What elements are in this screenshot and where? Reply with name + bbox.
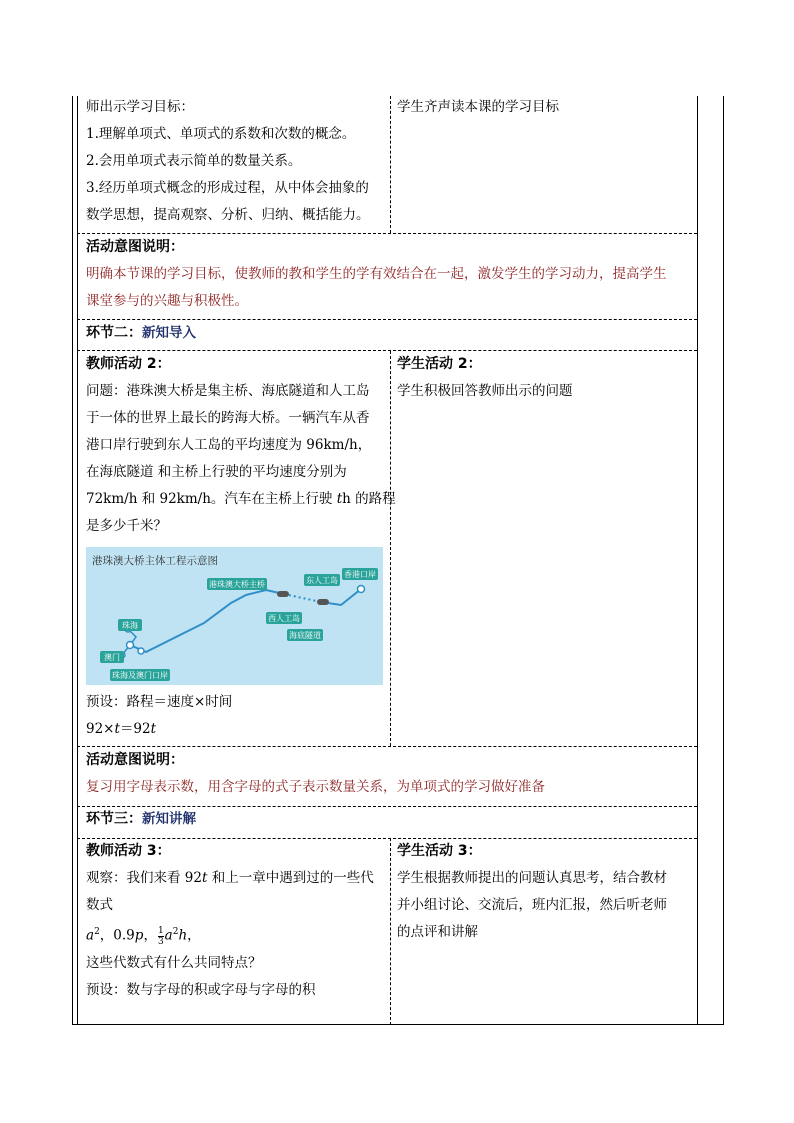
question-line: 在海底隧道 和主桥上行驶的平均速度分别为 (86, 464, 347, 480)
var-a: a (86, 927, 95, 944)
intent-1-line-1: 明确本节课的学习目标，使教师的教和学生的学有效结合在一起，激发学生的学习动力，提高学生 (86, 266, 667, 282)
exponent: 2 (94, 927, 100, 937)
student-activity-3-cell (397, 838, 693, 946)
column-divider-2 (390, 351, 391, 746)
student-activity-2-cell (397, 351, 573, 405)
map-title: 港珠澳大桥主体工程示意图 (92, 555, 218, 567)
formula-part: ＝92 (119, 721, 151, 737)
fraction-denominator: 3 (157, 936, 164, 947)
student-read-cell (397, 94, 559, 121)
formula-2 (86, 716, 386, 743)
var-t: t (336, 491, 343, 507)
preset-2-text: 预设：路程＝速度×时间 (86, 694, 233, 710)
observe-line (86, 865, 386, 892)
table-bottom-border (72, 1024, 723, 1025)
table-inner-left-border (77, 96, 78, 1025)
section-3-title: 新知讲解 (142, 811, 196, 827)
hk-port-marker (358, 586, 365, 593)
observe-line-2: 数式 (86, 897, 113, 913)
intent-1-cell (86, 234, 692, 315)
formula-part: 92× (86, 721, 115, 737)
junction-marker (138, 648, 144, 654)
main-bridge-label: 港珠澳大桥主桥 (209, 580, 265, 589)
preset-2-cell (86, 689, 386, 743)
fraction-numerator: 1 (157, 925, 164, 936)
exponent: 2 (172, 927, 179, 937)
var-t: t (201, 870, 208, 886)
east-island-marker (317, 599, 329, 605)
teacher-activity-3-cell (86, 838, 386, 1004)
student-activity-3-heading: 学生活动 3： (397, 843, 482, 859)
teacher-activity-2-heading: 教师活动 2： (86, 356, 171, 372)
observe-text: 观察：我们来看 92 (86, 870, 202, 886)
teacher-activity-2-cell (86, 351, 396, 540)
hzmb-map-figure (86, 547, 383, 685)
fraction (158, 926, 164, 947)
question-text: 72km/h 和 92km/h。汽车在主桥上行驶 (86, 491, 337, 507)
question-line: 于一体的世界上最长的跨海大桥。一辆汽车从香 (86, 410, 370, 426)
section-2-heading (86, 320, 196, 347)
objective-3-cont: 数学思想，提高观察、分析、归纳、概括能力。 (86, 207, 370, 223)
macau-label: 澳门 (104, 653, 120, 662)
observe-text: 和上一章中遇到过的一些代 (207, 870, 374, 886)
column-divider-1 (390, 96, 391, 233)
tunnel-label: 海底隧道 (289, 631, 321, 640)
sea-background (86, 547, 383, 685)
student-activity-2-text: 学生积极回答教师出示的问题 (397, 383, 573, 399)
teacher-activity-3-heading: 教师活动 3： (86, 843, 171, 859)
expressions-line (86, 919, 386, 950)
student-activity-2-heading: 学生活动 2： (397, 356, 482, 372)
column-divider-3 (390, 838, 391, 1025)
var-t: t (114, 721, 120, 737)
table-left-border (72, 96, 73, 1025)
learning-objectives-cell (86, 94, 386, 229)
var-p: p (134, 927, 144, 944)
question-line: 港口岸行驶到东人工岛的平均速度为 96km/h， (86, 437, 372, 453)
expr-sep: ， (187, 927, 201, 944)
question-line: 是多少千米？ (86, 518, 167, 534)
expr-sep: ， (143, 927, 157, 944)
question-line: 问题：港珠澳大桥是集主桥、海底隧道和人工岛 (86, 383, 370, 399)
student-read-text: 学生齐声读本课的学习目标 (397, 99, 559, 115)
west-island-marker (277, 591, 289, 597)
intent-2-text: 复习用字母表示数，用含字母的式子表示数量关系，为单项式的学习做好准备 (86, 779, 545, 795)
expr-sep: ，0.9 (99, 927, 135, 944)
objectives-intro: 师出示学习目标： (86, 99, 194, 115)
section-2-prefix: 环节二： (86, 325, 142, 341)
hk-port-label: 香港口岸 (344, 570, 376, 579)
section-3-heading (86, 806, 196, 833)
zm-port-label: 珠海及澳门口岸 (112, 671, 168, 680)
objective-1: 1.理解单项式、单项式的系数和次数的概念。 (86, 126, 356, 142)
intent-1-line-2: 课堂参与的兴趣与积极性。 (86, 293, 248, 309)
table-right-border (697, 96, 698, 1025)
zhuhai-label: 珠海 (122, 621, 138, 630)
section-2-title: 新知导入 (142, 325, 196, 341)
student-activity-3-line: 的点评和讲解 (397, 924, 478, 940)
zm-port-marker (127, 642, 134, 649)
intent-1-heading: 活动意图说明： (86, 239, 184, 255)
intent-2-heading: 活动意图说明： (86, 752, 184, 768)
preset-3-text: 预设：数与字母的积或字母与字母的积 (86, 981, 316, 998)
question-line (86, 486, 396, 513)
common-feature-question: 这些代数式有什么共同特点？ (86, 954, 262, 971)
table-outer-right-border (723, 96, 724, 1025)
intent-2-cell (86, 747, 692, 801)
student-activity-3-line: 学生根据教师提出的问题认真思考，结合教材 (397, 870, 667, 886)
var-t: t (150, 721, 157, 737)
objective-2: 2.会用单项式表示简单的数量关系。 (86, 153, 302, 169)
question-tail: h 的路程 (342, 491, 396, 507)
student-activity-3-line: 并小组讨论、交流后，班内汇报，然后听老师 (397, 897, 667, 913)
east-island-label: 东人工岛 (306, 576, 338, 585)
objective-3: 3.经历单项式概念的形成过程，从中体会抽象的 (86, 180, 369, 196)
var-h: h (178, 927, 188, 944)
section-3-prefix: 环节三： (86, 811, 142, 827)
west-island-label: 西人工岛 (268, 614, 300, 623)
var-a: a (164, 927, 173, 944)
